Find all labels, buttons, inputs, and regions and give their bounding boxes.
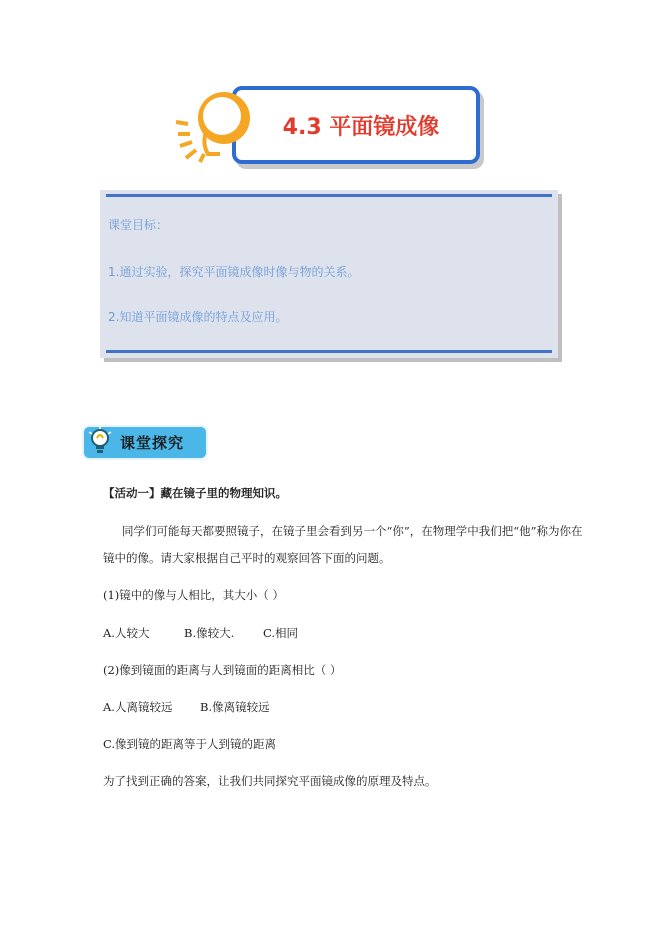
question-2: (2)像到镜面的距离与人到镜面的距离相比（ ） [103,663,342,677]
activity-conclusion: 为了找到正确的答案，让我们共同探究平面镜成像的原理及特点。 [103,774,437,788]
objectives-heading: 课堂目标： [108,218,169,232]
objective-item-1: 1.通过实验，探究平面镜成像时像与物的关系。 [108,265,360,279]
activity-heading: 【活动一】藏在镜子里的物理知识。 [103,486,287,500]
objective-item-2: 2.知道平面镜成像的特点及应用。 [108,310,288,324]
activity-intro-line-2: 镜中的像。请大家根据自己平时的观察回答下面的问题。 [103,551,391,565]
q2-option-a: A.人离镜较远 [103,700,173,714]
page-title: 4.3 平面镜成像 [282,114,440,140]
objectives-top-rule [106,194,552,197]
activity-intro-line-1: 同学们可能每天都要照镜子，在镜子里会看到另一个“你”，在物理学中我们把“他”称为你在 [122,524,583,538]
question-1: (1)镜中的像与人相比，其大小（ ） [103,588,284,602]
objectives-bottom-rule [106,350,552,353]
q1-option-c: C.相同 [263,626,299,640]
q2-option-c: C.像到镜的距离等于人到镜的距离 [103,737,277,751]
section-badge-label: 课堂探究 [120,434,185,452]
q2-option-b: B.像离镜较远 [200,700,270,714]
q1-option-a: A.人较大 [103,626,150,640]
objectives-panel [100,190,558,358]
lightbulb-small-icon [87,426,113,458]
q1-option-b: B.像较大. [184,626,235,640]
